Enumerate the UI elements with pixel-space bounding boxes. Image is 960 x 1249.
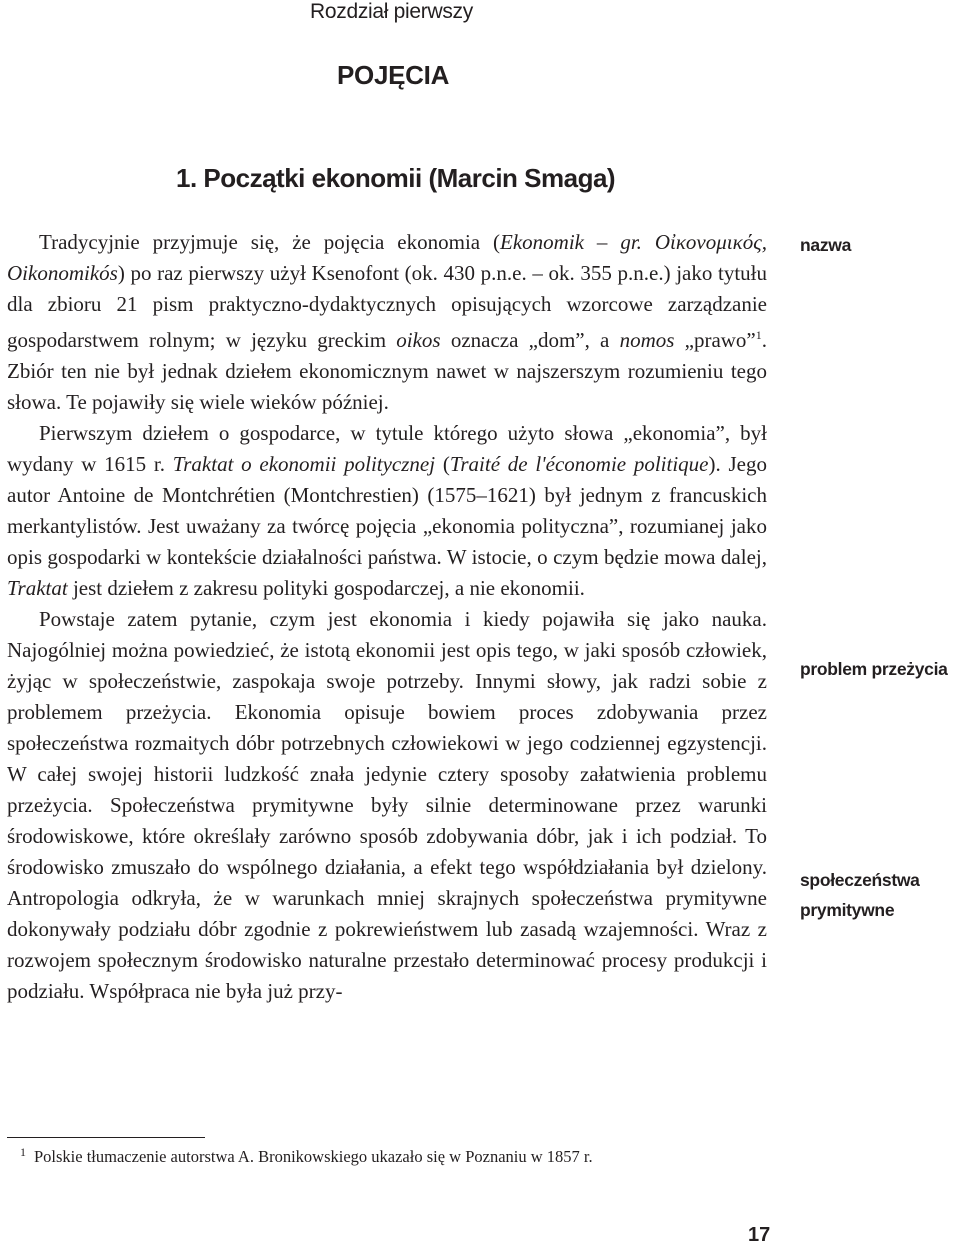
margin-note-nazwa: nazwa (800, 235, 852, 255)
footnote-text: Polskie tłumaczenie autorstwa A. Bronikowskiego ukazało się w Poznaniu w 1857 r. (34, 1147, 593, 1166)
text-run: Tradycyjnie przyjmuje się, że pojęcia ekonomia ( (39, 230, 501, 254)
paragraph-2 (7, 418, 767, 604)
italic-run: nomos (619, 328, 675, 352)
margin-note-spoleczenstwa: społeczeństwa prymitywne (800, 870, 920, 920)
text-run: „prawo” (674, 328, 756, 352)
italic-run: Traktat o ekonomii politycznej (172, 452, 436, 476)
text-run: ) po raz pierwszy użył Ksenofont (ok. 430 p.n.e. – ok. 355 p.n.e.) jako tytułu dla zbioru 21 pism praktyczno-dydaktycznych opisujących wzorcowe zarządzanie gospodarstwem rolnym; w języku greckim (7, 261, 767, 352)
paragraph-1 (7, 227, 767, 418)
italic-run: Traktat (7, 576, 68, 600)
italic-run: Traité de l'économie politique (449, 452, 709, 476)
body-text (7, 227, 767, 1007)
italic-run: Ekonomik – gr. Οἰκονομικός, Oikonomikós (7, 230, 767, 285)
footnote (20, 1145, 593, 1167)
chapter-label: Rozdział pierwszy (310, 0, 473, 23)
italic-run: oikos (396, 328, 441, 352)
footnote-mark: 1 (20, 1145, 26, 1159)
text-run: jest dziełem z zakresu polityki gospodarczej, a nie ekonomii. (67, 576, 585, 600)
page-number: 17 (748, 1224, 771, 1246)
text-run: ( (435, 452, 450, 476)
paragraph-3 (7, 604, 767, 1007)
section-title: 1. Początki ekonomii (Marcin Smaga) (176, 163, 616, 193)
margin-note-problem: problem przeżycia (800, 659, 948, 679)
text-run: Powstaje zatem pytanie, czym jest ekonomia i kiedy pojawiła się jako nauka. Najogólniej można powiedzieć, że istotą ekonomii jest opis tego, w jaki sposób człowiek, żyjąc w społeczeństwie, zaspokaja swoje potrzeby. Innymi słowy, jak radzi sobie z problemem przeżycia. Ekonomia opisuje bowiem proces zdobywania przez społeczeństwa rozmaitych dóbr potrzebnych człowiekowi w jego codziennej egzystencji. W całej swojej historii ludzkość znała jedynie cztery sposoby załatwienia problemu przeżycia. Społeczeństwa prymitywne były silnie determinowane przez warunki środowiskowe, które określały zarówno sposób zdobywania dóbr, jak i ich podział. To środowisko zmuszało do wspólnego działania, a efekt tego współdziałania był dzielony. Antropologia odkryła, że w warunkach mniej skrajnych społeczeństwa prymitywne dokonywały podziału dóbr zgodnie z pokrewieństwem lub zasadą wzajemności. Wraz z rozwojem społecznym środowisko naturalne przestało determinować procesy produkcji i podziału. Współpraca nie była już przy- (7, 607, 767, 1003)
text-run: . Zbiór ten nie był jednak dziełem ekonomicznym nawet w najszerszym rozumieniu tego słowa. Te pojawiły się wiele wieków później. (7, 328, 767, 414)
text-run: ). Jego autor Antoine de Montchrétien (Montchrestien) (1575–1621) był jednym z francuskich merkantylistów. Jest uważany za twórcę pojęcia „ekonomia polityczna”, rozumianej jako opis gospodarki w kontekście działalności państwa. W istocie, o czym będzie mowa dalej, (7, 452, 767, 569)
text-run: Pierwszym dziełem o gospodarce, w tytule którego użyto słowa „ekonomia”, był wydany w 1615 r. (7, 421, 767, 476)
footnote-reference: 1 (755, 328, 762, 342)
footnote-rule (7, 1137, 205, 1138)
text-run: oznacza „dom”, a (440, 328, 620, 352)
page-title: POJĘCIA (337, 60, 450, 90)
